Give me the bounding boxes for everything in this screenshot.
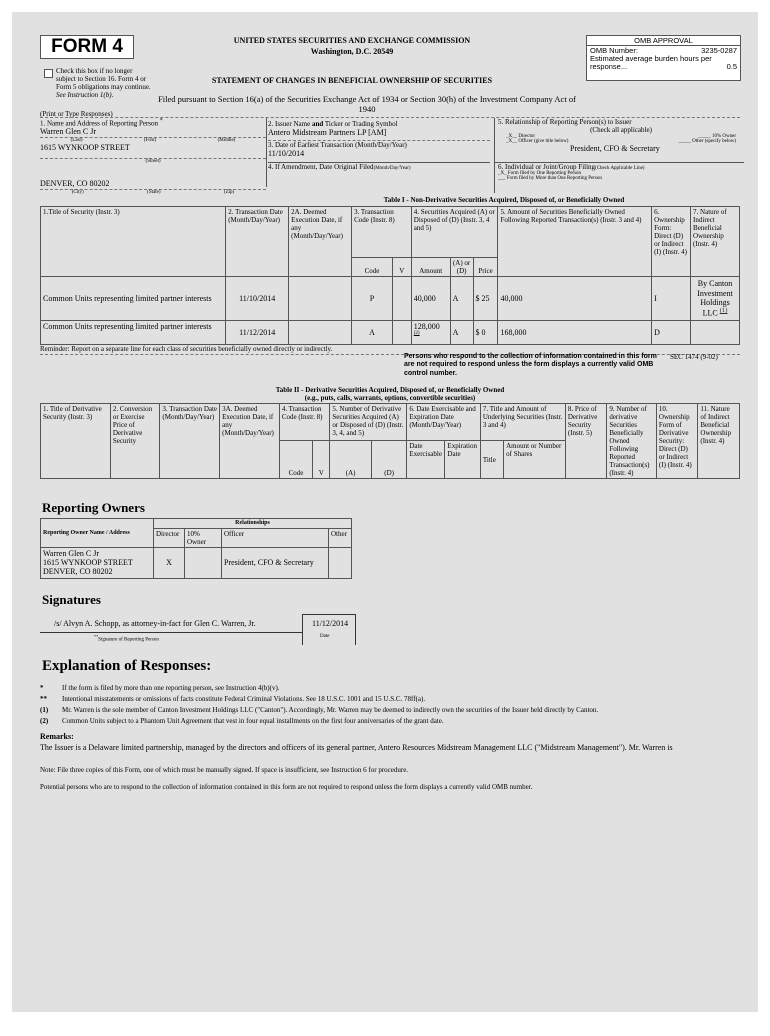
signatures-heading: Signatures xyxy=(42,592,101,607)
owner-10-owner xyxy=(185,547,222,578)
t2-h8: 8. Price of Derivative Security (Instr. 5) xyxy=(565,404,606,479)
first-label: (First) xyxy=(143,138,157,144)
t1-h5: 5. Amount of Securities Beneficially Owned Following Reported Transaction(s) (Instr. 3 and 4) xyxy=(498,207,652,277)
print-type-label: (Print or Type Responses) xyxy=(40,110,113,118)
owner-officer: President, CFO & Secretary xyxy=(222,547,329,578)
footnote-link-1[interactable]: (1) xyxy=(719,306,728,314)
t1-sub-v: V xyxy=(392,258,411,277)
t2-sub-amount: Amount or Number of Shares xyxy=(504,441,566,479)
t2-sub-v: V xyxy=(313,441,330,479)
explanation-list xyxy=(40,684,740,728)
omb-burden-label: Estimated average burden hours per response... xyxy=(590,54,712,72)
filing-small: (Check Applicable Line) xyxy=(595,166,645,171)
rel-director: _X__ Director xyxy=(506,134,536,139)
omb-number: 3235-0287 xyxy=(701,46,737,55)
t1-r1-deemed xyxy=(289,321,352,345)
owner-city: DENVER, CO 80202 xyxy=(43,567,113,577)
t2-sub-d: (D) xyxy=(371,441,406,479)
owners-col-other: Other xyxy=(329,528,352,547)
table2 xyxy=(40,403,740,479)
street-label: (Street) xyxy=(40,158,266,164)
table-row xyxy=(41,547,352,578)
t1-sub-aord: (A) or (D) xyxy=(450,258,473,277)
explanation-heading: Explanation of Responses: xyxy=(42,658,212,674)
t2-h7: 7. Title and Amount of Underlying Securities (Instr. 3 and 4) xyxy=(480,404,565,441)
explanation-mark: (1) xyxy=(40,706,49,714)
table1 xyxy=(40,206,740,345)
t1-r0-aord: A xyxy=(450,277,473,321)
t1-r1-aord: A xyxy=(450,321,473,345)
relationship-label: 5. Relationship of Reporting Person(s) to Issuer xyxy=(498,118,632,126)
issuer-label-tail: Ticker or Trading Symbol xyxy=(323,120,398,128)
form-title: FORM 4 xyxy=(51,36,123,57)
statement-title: STATEMENT OF CHANGES IN BENEFICIAL OWNERSHIP OF SECURITIES xyxy=(211,76,493,85)
t1-r1-code: A xyxy=(352,321,393,345)
signature-label-cell xyxy=(94,634,159,643)
remarks-text: The Issuer is a Delaware limited partnership, managed by the directors and officers of its general partner, Antero Resources Midstream Management LLC ("Midstream Management"). Mr. Warren is xyxy=(40,743,673,752)
t1-h7: 7. Nature of Indirect Beneficial Ownership (Instr. 4) xyxy=(691,207,740,277)
t1-sub-amount: Amount xyxy=(411,258,450,277)
last-label: (Last) xyxy=(70,138,83,144)
remarks-label: Remarks: xyxy=(40,732,74,741)
reporting-person-name: Warren Glen C Jr xyxy=(40,127,97,137)
t2-sub-exercisable: Date Exercisable xyxy=(407,441,445,479)
checkbox-label xyxy=(56,67,152,99)
agency-name: UNITED STATES SECURITIES AND EXCHANGE COMMISSION xyxy=(233,36,471,45)
t1-r0-nature: By Canton Investment Holdings LLC xyxy=(697,279,733,318)
t1-r1-v xyxy=(392,321,411,345)
t1-r1-nature xyxy=(691,321,740,345)
omb-approval-box xyxy=(586,35,741,81)
reporting-person-street: 1615 WYNKOOP STREET xyxy=(40,143,130,153)
t1-h2: 2. Transaction Date (Month/Day/Year) xyxy=(226,207,289,277)
potential-persons-text: Potential persons who are to respond to the collection of information contained in this form are not required to respond unless the form displays a currently valid OMB number. xyxy=(40,783,533,791)
issuer-box xyxy=(268,120,490,137)
t2-h1: 1. Title of Derivative Security (Instr. 3) xyxy=(41,404,111,479)
list-item xyxy=(40,717,740,725)
t1-r0-code: P xyxy=(352,277,393,321)
persons-notice: Persons who respond to the collection of information contained in this form are not required to respond unless the form displays a currently valid OMB control number. xyxy=(404,353,657,377)
explanation-text: If the form is filed by more than one reporting person, see Instruction 4(b)(v). xyxy=(62,684,280,692)
relationship-sub: (Check all applicable) xyxy=(590,126,652,134)
signature-text: /s/ Alvyn A. Schopp, as attorney-in-fact for Glen C. Warren, Jr. xyxy=(54,619,256,628)
city-label: (City) xyxy=(71,190,84,195)
owner-address-cell xyxy=(41,547,154,578)
filing-one: _X_ Form filed by One Reporting Person xyxy=(498,171,582,176)
reporting-owners-heading: Reporting Owners xyxy=(42,500,145,515)
explanation-text: Mr. Warren is the sole member of Canton Investment Holdings LLC ("Canton"). Accordingly, Mr. Warren may be deemed to indirectly own the securities of the Issuer held directly by Canton. xyxy=(62,706,599,714)
signature-label: Signature of Reporting Person xyxy=(98,637,159,643)
list-item xyxy=(40,706,740,714)
t1-r0-v xyxy=(392,277,411,321)
t1-r1-owned: 168,000 xyxy=(498,321,652,345)
no-longer-subject-checkbox[interactable] xyxy=(44,69,53,78)
t1-r0-owned: 40,000 xyxy=(498,277,652,321)
t1-r0-date: 11/10/2014 xyxy=(226,277,289,321)
owners-relationships: Relationships xyxy=(154,519,352,529)
t1-h4: 4. Securities Acquired (A) or Disposed of (D) (Instr. 3, 4 and 5) xyxy=(411,207,498,258)
t2-h9: 9. Number of derivative Securities Beneficially Owned Following Reported Transaction(s) (Instr. 4) xyxy=(607,404,657,479)
zip-label: (Zip) xyxy=(223,190,235,195)
note-text: Note: File three copies of this Form, one of which must be manually signed. If space is insufficient, see Instruction 6 for procedure. xyxy=(40,766,409,774)
owner-street: 1615 WYNKOOP STREET xyxy=(43,558,133,568)
omb-burden: 0.5 xyxy=(726,62,737,72)
earliest-date: 11/10/2014 xyxy=(268,149,305,158)
issuer-label-and: and xyxy=(311,120,324,128)
table2-subtitle: (e.g., puts, calls, warrants, options, convertible securities) xyxy=(304,394,476,402)
t2-h6: 6. Date Exercisable and Expiration Date (Month/Day/Year) xyxy=(407,404,481,441)
owners-col-officer: Officer xyxy=(222,528,329,547)
t1-r1-amount: 128,000 xyxy=(413,322,440,332)
amendment-box xyxy=(268,162,490,171)
explanation-mark: (2) xyxy=(40,717,49,725)
t1-h3: 3. Transaction Code (Instr. 8) xyxy=(352,207,412,258)
t2-h2: 2. Conversion or Exercise Price of Derivative Security xyxy=(110,404,160,479)
explanation-text: Common Units subject to a Phantom Unit Agreement that vest in four equal installments on the first four anniversaries of the grant date. xyxy=(62,717,444,725)
reporting-person-city: DENVER, CO 80202 xyxy=(40,179,110,188)
signature-mark: ** xyxy=(94,634,99,639)
t2-h3a: 3A. Deemed Execution Date, if any (Month/Day/Year) xyxy=(220,404,280,479)
earliest-date-label: 3. Date of Earliest Transaction (Month/Day/Year) xyxy=(268,141,407,149)
t1-r0-amount: 40,000 xyxy=(411,277,450,321)
amendment-label: 4. If Amendment, Date Original Filed xyxy=(268,163,374,171)
t2-sub-code: Code xyxy=(279,441,312,479)
filing-box xyxy=(494,162,744,193)
t2-h3: 3. Transaction Date (Month/Day/Year) xyxy=(160,404,220,479)
omb-title: OMB APPROVAL xyxy=(587,36,740,46)
rel-officer: _X__ Officer (give title below) xyxy=(506,139,569,144)
t1-r1-title: Common Units representing limited partner interests xyxy=(41,321,226,345)
issuer-label: 2. Issuer Name xyxy=(268,120,312,128)
amendment-small: (Month/Day/Year) xyxy=(373,166,411,171)
t1-r0-nature-cell xyxy=(691,277,740,321)
table2-title: Table II - Derivative Securities Acquired, Disposed of, or Beneficially Owned xyxy=(275,386,505,394)
t1-r1-form: D xyxy=(652,321,691,345)
name-label: 1. Name and Address of Reporting Person xyxy=(40,119,159,128)
t1-r0-price: $ 25 xyxy=(473,277,498,321)
filed-pursuant: Filed pursuant to Section 16(a) of the Securities Exchange Act of 1934 or Section 30(h) of the Investment Company Act of 1940 xyxy=(158,94,576,115)
rel-10-owner: _____ 10% Owner xyxy=(698,134,736,139)
t1-h6: 6. Ownership Form: Direct (D) or Indirect (I) (Instr. 4) xyxy=(652,207,691,277)
t2-sub-title: Title xyxy=(480,441,503,479)
explanation-mark: * xyxy=(40,684,44,692)
t1-r1-price: $ 0 xyxy=(473,321,498,345)
sec-code: SEC 1474 (9-02) xyxy=(670,353,718,361)
checkbox-text: Check this box if no longer subject to Section 16. Form 4 or Form 5 obligations may continue. xyxy=(56,67,151,92)
t1-r0-title: Common Units representing limited partner interests xyxy=(41,277,226,321)
list-item xyxy=(40,695,740,703)
reporting-owners-table xyxy=(40,518,352,579)
form-page xyxy=(12,12,758,1012)
footnote-link-2[interactable]: (2) xyxy=(413,331,420,337)
table-row xyxy=(41,321,740,345)
t1-h2a: 2A. Deemed Execution Date, if any (Month/Day/Year) xyxy=(289,207,352,277)
earliest-date-box xyxy=(268,141,490,158)
owner-other xyxy=(329,547,352,578)
filing-more: ___ Form filed by More than One Reporting Person xyxy=(498,176,602,181)
t2-h11: 11. Nature of Indirect Beneficial Ownership (Instr. 4) xyxy=(698,404,740,479)
t1-sub-code: Code xyxy=(352,258,393,277)
explanation-mark: ** xyxy=(40,695,47,703)
t1-r0-deemed xyxy=(289,277,352,321)
issuer-name: Antero Midstream Partners LP [AM] xyxy=(268,128,387,137)
rel-title: President, CFO & Secretary xyxy=(570,144,660,153)
agency-city: Washington, D.C. 20549 xyxy=(310,47,394,56)
rel-other: _____ Other (specify below) xyxy=(678,139,736,144)
t1-r0-form: I xyxy=(652,277,691,321)
table1-title: Table I - Non-Derivative Securities Acquired, Disposed of, or Beneficially Owned xyxy=(383,196,625,204)
form-title-box xyxy=(40,35,134,59)
relationship-box xyxy=(494,118,744,162)
date-label: Date xyxy=(320,634,330,639)
list-item xyxy=(40,684,740,692)
t2-sub-a: (A) xyxy=(330,441,371,479)
reminder-text: Reminder: Report on a separate line for each class of securities beneficially owned directly or indirectly. xyxy=(40,345,333,353)
t2-h5: 5. Number of Derivative Securities Acquired (A) or Disposed of (D) (Instr. 3, 4, and 5) xyxy=(330,404,407,441)
reporting-person-box xyxy=(40,118,267,187)
t1-r1-date: 11/12/2014 xyxy=(226,321,289,345)
owners-col-10: 10% Owner xyxy=(185,528,222,547)
middle-label: (Middle) xyxy=(217,138,236,144)
t1-r1-amount-cell xyxy=(411,321,450,345)
t2-h4: 4. Transaction Code (Instr. 8) xyxy=(279,404,330,441)
filing-label: 6. Individual or Joint/Group Filing xyxy=(498,163,596,171)
t1-h1: 1.Title of Security (Instr. 3) xyxy=(41,207,226,277)
owners-col-name: Reporting Owner Name / Address xyxy=(41,519,154,548)
owner-name: Warren Glen C Jr xyxy=(43,548,100,558)
checkbox-see: See Instruction 1(b). xyxy=(56,91,114,100)
omb-number-label: OMB Number: xyxy=(590,46,638,55)
t1-sub-price: Price xyxy=(473,258,498,277)
explanation-text: Intentional misstatements or omissions of facts constitute Federal Criminal Violations. See 18 U.S.C. 1001 and 15 U.S.C. 78ff(a). xyxy=(62,695,426,703)
table-row xyxy=(41,277,740,321)
t2-h10: 10. Ownership Form of Derivative Security: Direct (D) or Indirect (I) (Instr. 4) xyxy=(656,404,697,479)
owners-col-director: Director xyxy=(154,528,185,547)
t2-sub-expiration: Expiration Date xyxy=(445,441,480,479)
state-label: (State) xyxy=(147,190,161,195)
owner-director: X xyxy=(154,547,185,578)
name-star: * xyxy=(159,118,163,124)
signature-date: 11/12/2014 xyxy=(312,619,349,628)
